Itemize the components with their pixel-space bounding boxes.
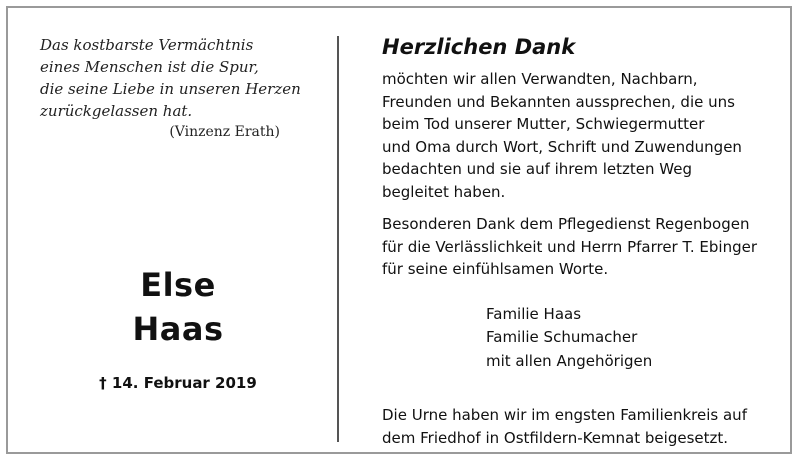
death-date: † 14. Februar 2019 [99, 374, 257, 392]
special-thanks-paragraph [382, 213, 782, 281]
text-line: bedachten und sie auf ihrem letzten Weg [382, 160, 692, 178]
burial-note [382, 404, 747, 449]
quote-line: die seine Liebe in unseren Herzen [40, 80, 301, 98]
text-line: Besonderen Dank dem Pflegedienst Regenbogen [382, 215, 750, 233]
thanks-heading: Herzlichen Dank [382, 35, 576, 59]
text-line: Die Urne haben wir im engsten Familienkreis auf [382, 406, 747, 424]
signature-line: Familie Schumacher [486, 328, 638, 346]
text-line: für seine einfühlsamen Worte. [382, 260, 609, 278]
thanks-paragraph [382, 68, 782, 203]
text-line: dem Friedhof in Ostfildern-Kemnat beigesetzt. [382, 428, 729, 447]
family-signatures [486, 303, 782, 374]
signature-line: mit allen Angehörigen [486, 351, 653, 370]
text-line: begleitet haben. [382, 182, 506, 201]
deceased-last-name: Haas [132, 310, 224, 348]
quote-author: (Vinzenz Erath) [169, 124, 280, 140]
signature-line: Familie Haas [486, 304, 582, 323]
text-line: möchten wir allen Verwandten, Nachbarn, [382, 70, 698, 88]
text-line: und Oma durch Wort, Schrift und Zuwendungen [382, 137, 742, 156]
quote-line: eines Menschen ist die Spur, [40, 58, 259, 76]
quote-line: Das kostbarste Vermächtnis [40, 36, 254, 54]
deceased-first-name: Else [140, 266, 216, 304]
thanks-section [382, 32, 782, 447]
notice-frame [6, 6, 792, 454]
quote-line: zurückgelassen hat. [40, 102, 193, 120]
text-line: beim Tod unserer Mutter, Schwiegermutter [382, 115, 705, 133]
vertical-divider [337, 36, 339, 442]
memorial-quote [40, 34, 300, 122]
text-line: Freunden und Bekannten aussprechen, die uns [382, 92, 735, 111]
text-line: für die Verlässlichkeit und Herrn Pfarrer T. Ebinger [382, 237, 757, 256]
